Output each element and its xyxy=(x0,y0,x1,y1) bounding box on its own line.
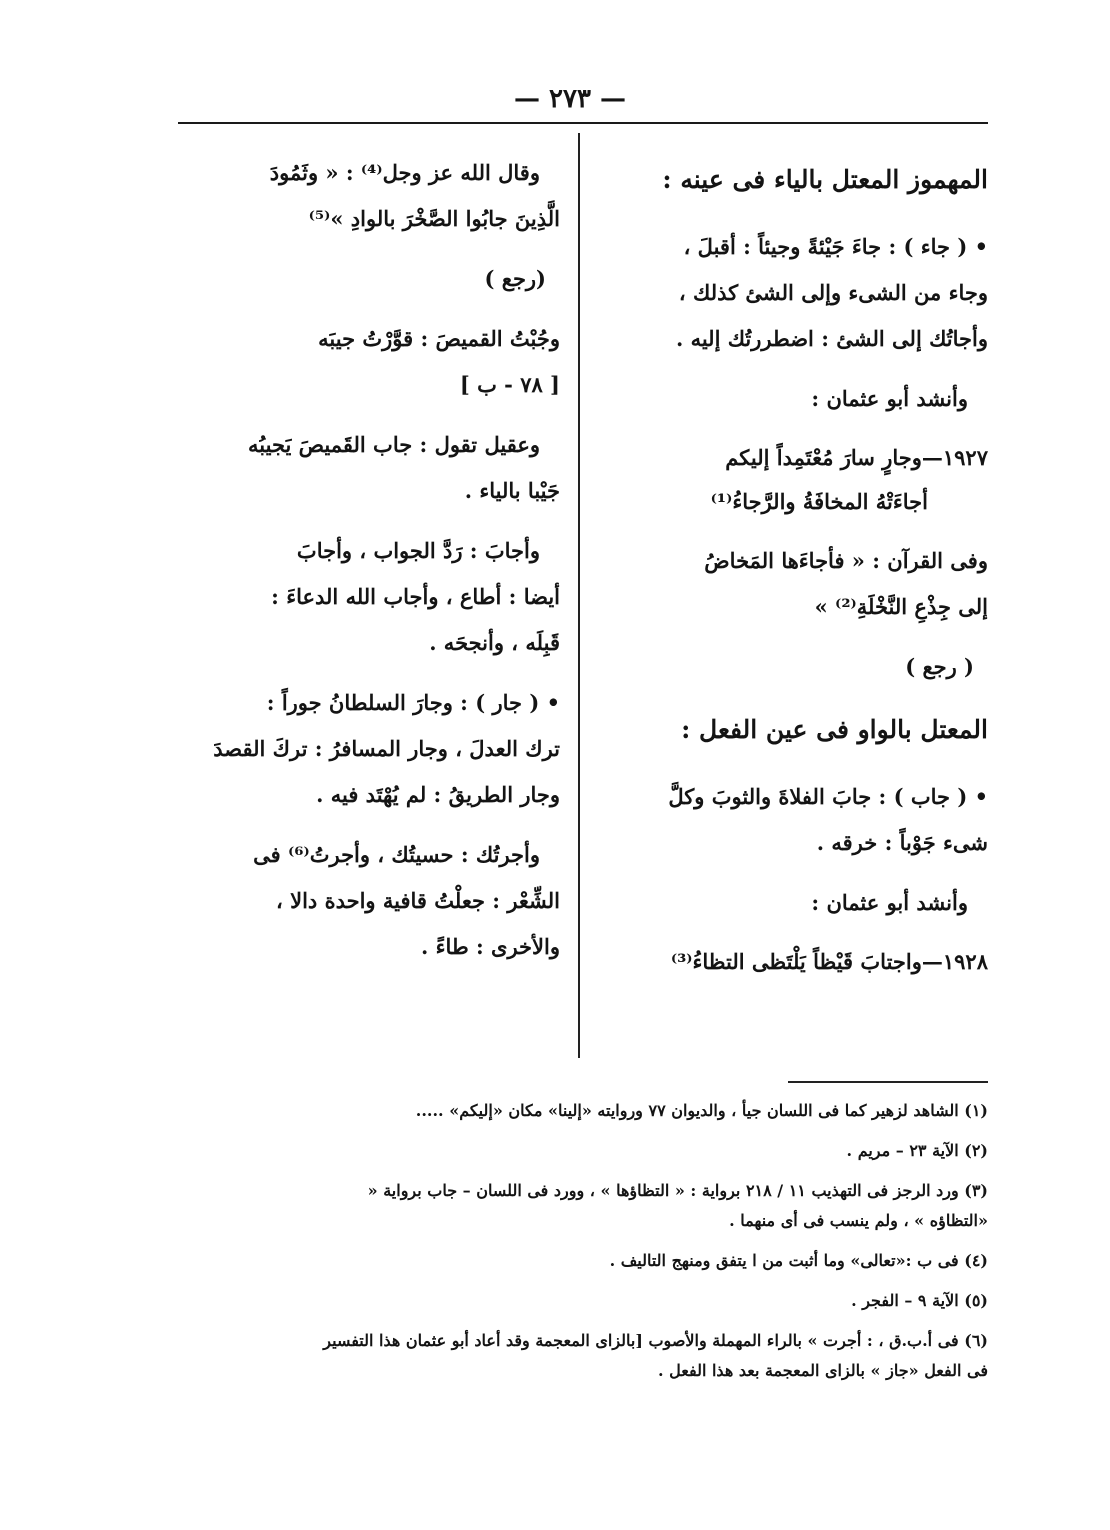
footnote: (٢) الآية ٢٣ – مريم . xyxy=(846,1141,988,1160)
footnote: (٦) فى أ.ب.ق ، : أجرت » بالراء المهملة والأصوب [بالزاى المعجمة وقد أعاد أبو عثمان هذا التفسير فى الفعل «جاز » بالزاى المعجمة بعد هذا الفعل . xyxy=(323,1331,988,1380)
entry-jaab: • ( جاب ) : جابَ الفلاةَ والثوبَ وكلَّ شىء جَوْباً : خرقه . xyxy=(668,784,988,855)
verse-line: أجاءَتْهُ المخافَةُ والرَّجاءُ⁽¹⁾ xyxy=(710,489,928,514)
verse-1927 xyxy=(594,436,988,524)
entry-jaa: • ( جاء ) : جاءَ جَيْئةً وجيئاً : أقبلَ ، وجاء من الشىء وإلى الشئ كذلك ، وأجاتُك إلى الشئ : اضطررتُك إليه . xyxy=(675,234,988,351)
footnote: (٥) الآية ٩ – الفجر . xyxy=(851,1291,988,1310)
verse-1928 xyxy=(594,940,988,984)
column-divider xyxy=(578,133,580,1058)
section-heading-hamzated: المهموز المعتل بالياء فى عينه : xyxy=(662,165,988,194)
poet-intro: وأنشد أبو عثمان : xyxy=(811,386,968,411)
footnote: (١) الشاهد لزهير كما فى اللسان جيأ ، والديوان ٧٧ وروايته «إلينا» مكان «إليكم» ..... xyxy=(415,1101,988,1120)
entry-ajaab: وأجابَ : رَدَّ الجواب ، وأجابَ أيضا : أطاع ، وأجاب الله الدعاءَ : قَبِلَه ، وأنجحَه . xyxy=(271,538,560,655)
section-heading-waw: المعتل بالواو فى عين الفعل : xyxy=(681,715,988,744)
page-number: — ٢٧٣ — xyxy=(513,84,627,114)
footnotes xyxy=(190,1096,988,1396)
footnote-rule xyxy=(788,1081,988,1083)
quran-citation: وقال الله عز وجل⁽⁴⁾ : « وثَمُودَ الَّذِينَ جابُوا الصَّخْرَ بالوادِ »⁽⁵⁾ xyxy=(269,160,560,231)
quran-citation: وفى القرآن : « فأجاءَها المَخاضُ إلى جِذْعِ النَّخْلَةِ⁽²⁾ » xyxy=(704,548,988,619)
verse-line: ١٩٢٨—واجتابَ قَيْظاً يَلْتَظى التظاءُ⁽³⁾ xyxy=(670,949,988,974)
left-column xyxy=(172,150,560,984)
root-marker: ( رجع ) xyxy=(905,654,974,679)
entry-aqil: وعقيل تقول : جاب القَميصَ يَجيبُه جَيْبا بالياء . xyxy=(248,432,560,503)
footnote: (٣) ورد الرجز فى التهذيب ١١ / ٢١٨ برواية : « التظاؤها » ، وورد فى اللسان – جاب برواية « «التظاؤه » ، ولم ينسب فى أى منهما . xyxy=(367,1181,988,1230)
right-column xyxy=(594,150,988,998)
footnote: (٤) فى ب :«تعالى» وما أثبت من ا يتفق ومنهج التاليف . xyxy=(609,1251,988,1270)
entry-jubtu: وجُبْتُ القميصَ : قوَّرْتُ جيبَه [ ٧٨ - ب ] xyxy=(318,326,560,397)
root-marker: (رجع ) xyxy=(484,266,546,291)
verse-line: ١٩٢٧—وجارٍ سارَ مُعْتَمِداً إليكم xyxy=(725,445,988,470)
entry-jaar: • ( جار ) : وجارَ السلطانُ جوراً : ترك العدلَ ، وجار المسافرُ : تركَ القصدَ وجار الطريقُ : لم يُهْتَد فيه . xyxy=(213,690,560,807)
header-rule xyxy=(178,122,988,124)
poet-intro: وأنشد أبو عثمان : xyxy=(811,890,968,915)
entry-ajartuk: وأجرتُك : حسيتُك ، وأجرتُ⁽⁶⁾ فى الشِّعْر : جعلْتُ قافية واحدة دالا ، والأخرى : طاءً . xyxy=(253,842,560,959)
